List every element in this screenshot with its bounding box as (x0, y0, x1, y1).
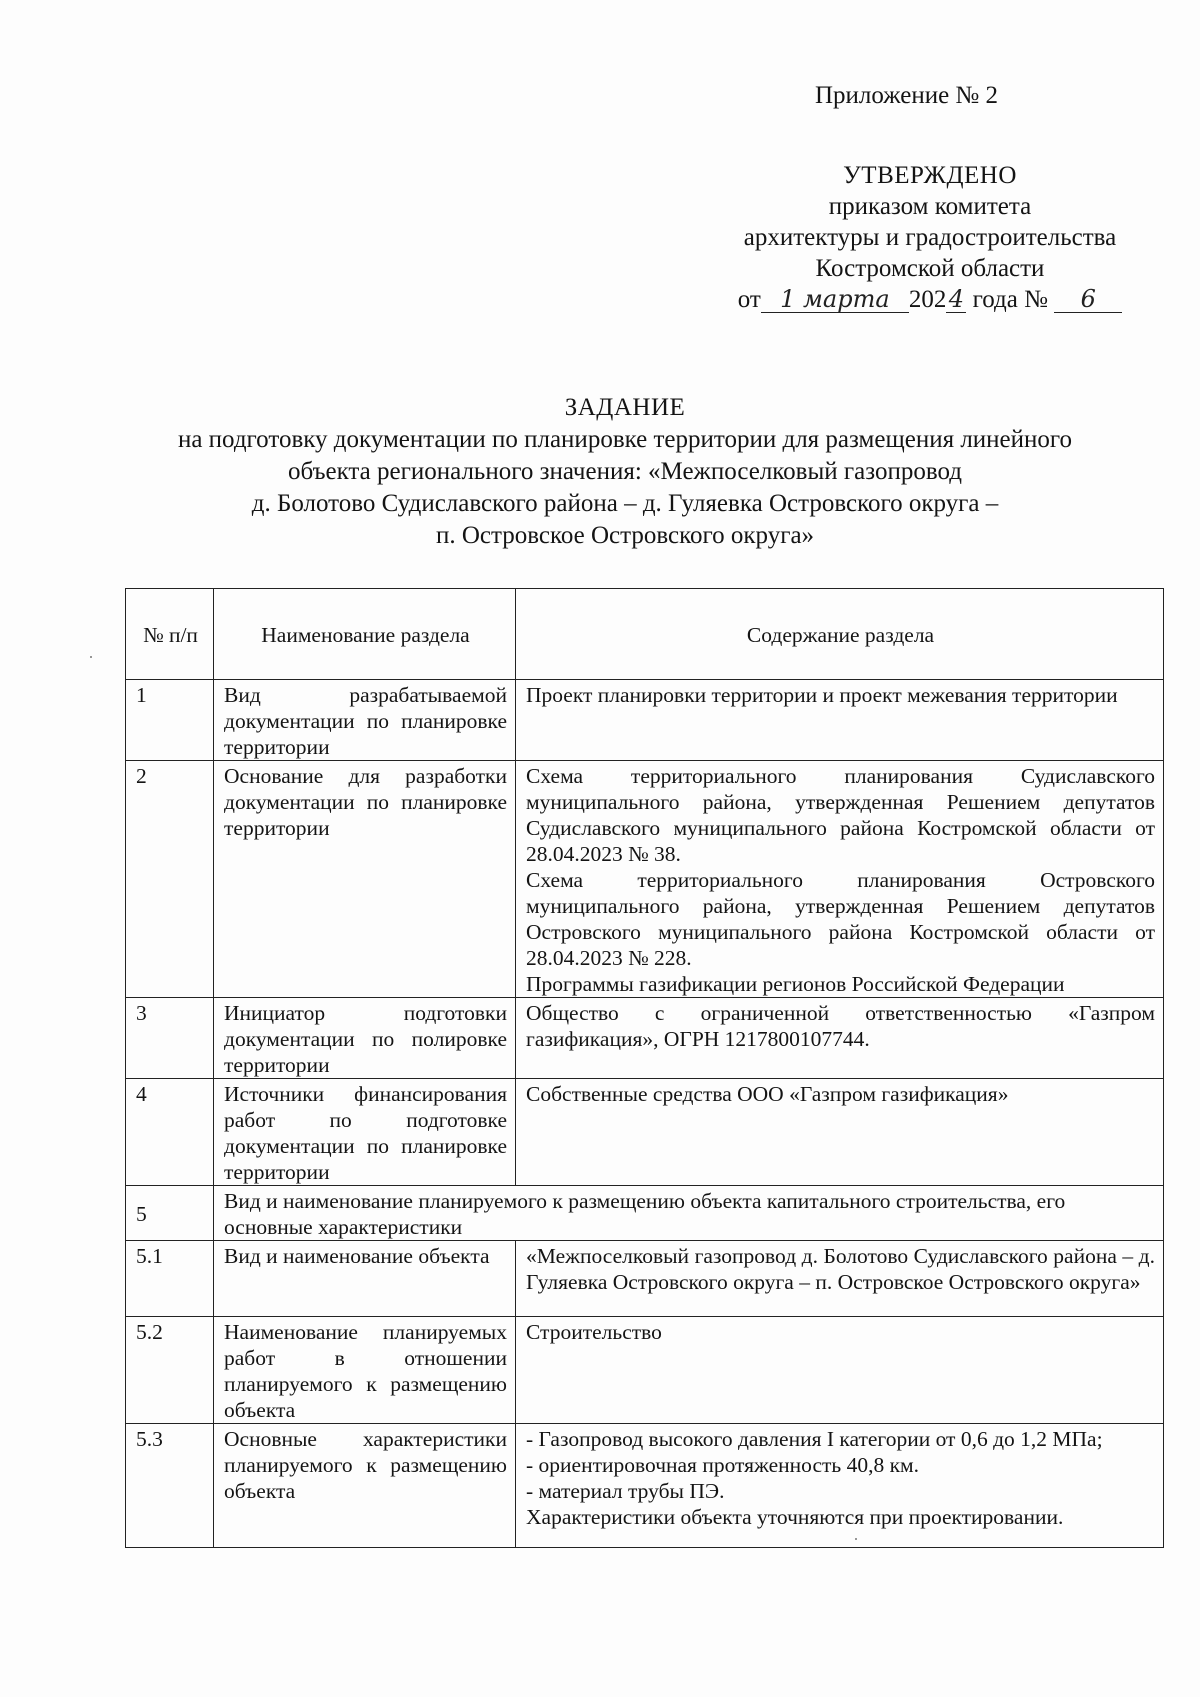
row-section-content (516, 1424, 1164, 1548)
content-paragraph: Общество с ограниченной ответственностью «Газпром газификация», ОГРН 1217800107744. (526, 1001, 1155, 1051)
row-section-name: Вид и наименование объекта (214, 1241, 516, 1317)
task-table (125, 588, 1164, 1548)
row-section-name: Наименование планируемых работ в отношении планируемого к размещению объекта (214, 1317, 516, 1424)
content-paragraph: Проект планировки территории и проект межевания территории (526, 683, 1118, 707)
row-section-name: Основание для разработки документации по планировке территории (214, 761, 516, 998)
table-row (126, 1424, 1164, 1548)
row-num: 2 (126, 761, 214, 998)
table-row (126, 998, 1164, 1079)
title-line-4: п. Островское Островского округа» (435, 522, 815, 549)
table-row (126, 680, 1164, 761)
content-paragraph: - Газопровод высокого давления I категории от 0,6 до 1,2 МПа; (526, 1427, 1103, 1451)
order-line-3: Костромской области (815, 255, 1045, 282)
handwritten-date: 1 марта (761, 286, 909, 313)
row-num: 5.3 (126, 1424, 214, 1548)
table-row (126, 1317, 1164, 1424)
header-num: № п/п (126, 589, 214, 680)
handwritten-order-number: 6 (1054, 286, 1122, 313)
row-section-name: Вид разрабатываемой документации по планировке территории (214, 680, 516, 761)
row-section-content (516, 761, 1164, 998)
approval-stamp (700, 160, 1160, 315)
content-paragraph: Характеристики объекта уточняются при проектировании. (526, 1505, 1064, 1529)
scan-speck (90, 656, 92, 658)
scan-speck (855, 1538, 857, 1540)
row-section-span: Вид и наименование планируемого к размещению объекта капитального строительства, его основные характеристики (214, 1186, 1164, 1241)
title-line-1: на подготовку документации по планировке территории для размещения линейного (177, 426, 1073, 453)
table-row (126, 1186, 1164, 1241)
table-header-row (126, 589, 1164, 680)
row-num: 4 (126, 1079, 214, 1186)
row-section-name: Источники финансирования работ по подготовке документации по планировке территории (214, 1079, 516, 1186)
content-paragraph: Собственные средства ООО «Газпром газификация» (526, 1082, 1009, 1106)
content-paragraph: Схема территориального планирования Островского муниципального района, утвержденная Решением депутатов Островского муниципального района Костромской области от 28.04.2023 № 228. (526, 868, 1155, 970)
handwritten-year-digit: 4 (946, 286, 966, 313)
row-num: 3 (126, 998, 214, 1079)
table-row (126, 1241, 1164, 1317)
order-date-line (700, 284, 1160, 315)
row-section-name: Основные характеристики планируемого к размещению объекта (214, 1424, 516, 1548)
document-title (100, 392, 1150, 552)
order-line-2: архитектуры и градостроительства (743, 224, 1117, 251)
row-section-content (516, 1317, 1164, 1424)
content-paragraph: Схема территориального планирования Судиславского муниципального района, утвержденная Решением депутатов Судиславского муниципального района Костромской области от 28.04.2023 № 38. (526, 764, 1155, 866)
year-suffix: года № (972, 286, 1048, 313)
row-section-content (516, 680, 1164, 761)
date-prefix: от (737, 286, 761, 313)
row-num: 5.2 (126, 1317, 214, 1424)
row-section-content (516, 1079, 1164, 1186)
row-section-content (516, 1241, 1164, 1317)
title-line-2: объекта регионального значения: «Межпоселковый газопровод (288, 458, 962, 485)
row-section-content (516, 998, 1164, 1079)
approved-heading: УТВЕРЖДЕНО (843, 162, 1017, 189)
header-section-content: Содержание раздела (516, 589, 1164, 680)
content-paragraph: Программы газификации регионов Российской Федерации (526, 972, 1065, 996)
order-line-1: приказом комитета (828, 193, 1032, 220)
content-paragraph: «Межпоселковый газопровод д. Болотово Судиславского района – д. Гуляевка Островского округа – п. Островское Островского округа» (526, 1244, 1155, 1294)
annex-label: Приложение № 2 (815, 82, 999, 109)
title-main: ЗАДАНИЕ (564, 394, 686, 421)
content-paragraph: - материал трубы ПЭ. (526, 1479, 725, 1503)
table-row (126, 761, 1164, 998)
row-section-name: Инициатор подготовки документации по полировке территории (214, 998, 516, 1079)
content-paragraph: - ориентировочная протяженность 40,8 км. (526, 1453, 919, 1477)
row-num: 1 (126, 680, 214, 761)
table-row (126, 1079, 1164, 1186)
header-section-name: Наименование раздела (214, 589, 516, 680)
year-prefix: 202 (908, 286, 947, 313)
row-num: 5.1 (126, 1241, 214, 1317)
row-num: 5 (126, 1186, 214, 1241)
content-paragraph: Строительство (526, 1320, 662, 1344)
title-line-3: д. Болотово Судиславского района – д. Гуляевка Островского округа – (251, 490, 999, 517)
